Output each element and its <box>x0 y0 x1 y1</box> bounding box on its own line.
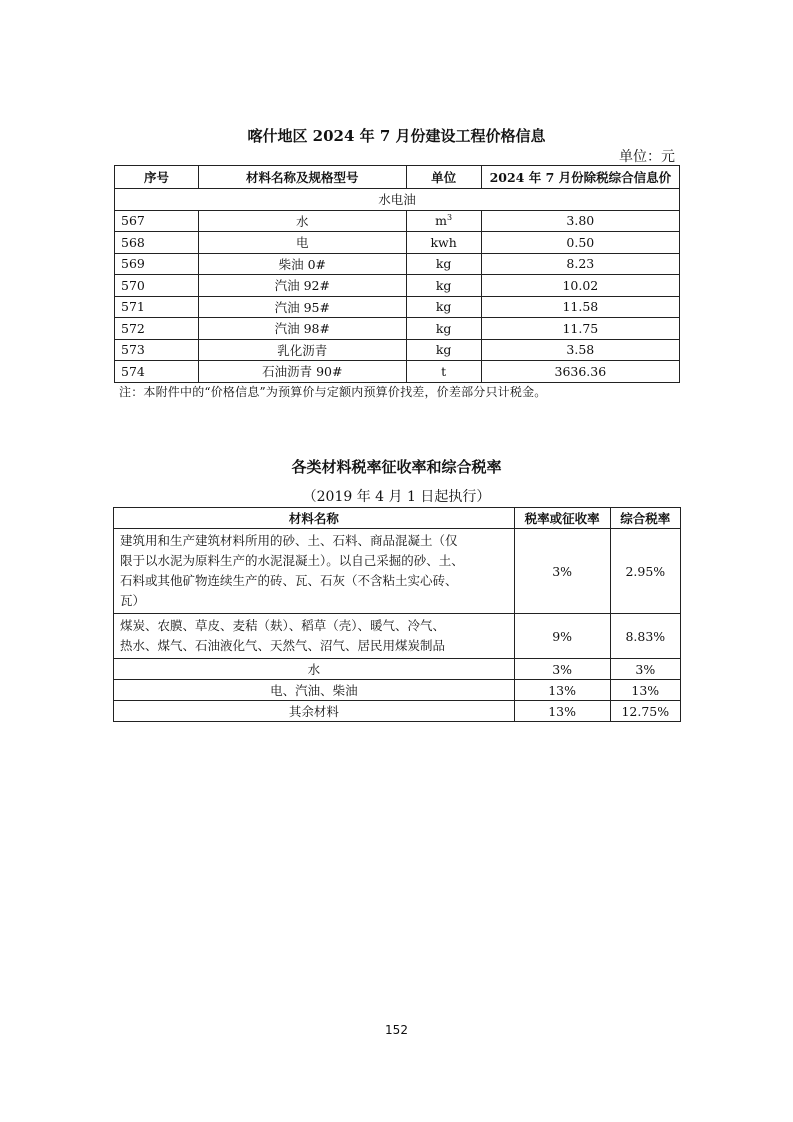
price-cell: 3.80 <box>481 210 679 232</box>
price-info-title: 喀什地区 2024 年 7 月份建设工程价格信息 <box>247 127 546 145</box>
material-name-cell: 水 <box>199 210 407 232</box>
price-note: 注：本附件中的“价格信息”为预算价与定额内预算价找差，价差部分只计税金。 <box>119 385 547 399</box>
category-row <box>115 189 680 211</box>
table-row <box>115 361 680 383</box>
header-serial-no: 序号 <box>115 166 199 189</box>
material-name-line: 水 <box>307 662 321 677</box>
header-price: 2024 年 7 月份除税综合信息价 <box>481 166 679 189</box>
serial-no-cell: 571 <box>115 296 199 318</box>
serial-no-cell: 569 <box>115 253 199 275</box>
unit-cell <box>406 296 481 318</box>
table-row <box>115 296 680 318</box>
material-name-line: 瓦） <box>120 593 146 608</box>
tax-rate-title: 各类材料税率征收率和综合税率 <box>291 458 502 476</box>
header-material-name: 材料名称及规格型号 <box>199 166 407 189</box>
material-name-cell <box>114 680 515 701</box>
header-tax-rate: 税率或征收率 <box>514 508 610 529</box>
material-name-line: 其余材料 <box>288 704 339 719</box>
composite-rate-cell: 2.95% <box>610 529 680 614</box>
unit-label: 单位：元 <box>619 149 675 165</box>
composite-rate-cell: 13% <box>610 680 680 701</box>
unit-cell <box>406 361 481 383</box>
composite-rate-cell: 3% <box>610 659 680 680</box>
price-cell: 3.58 <box>481 339 679 361</box>
unit-text: t <box>441 363 447 379</box>
category-label: 水电油 <box>115 189 680 211</box>
table-row <box>115 253 680 275</box>
unit-superscript: 3 <box>447 213 453 223</box>
tax-rate-subtitle: （2019 年 4 月 1 日起执行） <box>302 489 491 505</box>
price-cell: 0.50 <box>481 232 679 254</box>
header-unit: 单位 <box>406 166 481 189</box>
price-cell: 11.75 <box>481 318 679 340</box>
table-row <box>114 680 681 701</box>
unit-cell <box>406 253 481 275</box>
unit-cell <box>406 318 481 340</box>
material-name-line: 限于以水泥为原料生产的水泥混凝土）。以自己采掘的砂、土、 <box>120 553 464 568</box>
serial-no-cell: 574 <box>115 361 199 383</box>
material-name-cell: 电 <box>199 232 407 254</box>
header-material-name: 材料名称 <box>114 508 515 529</box>
price-cell: 3636.36 <box>481 361 679 383</box>
table-row <box>114 529 681 614</box>
serial-no-cell: 568 <box>115 232 199 254</box>
page-number: 152 <box>385 1023 408 1037</box>
table-row <box>114 614 681 659</box>
tax-rate-cell: 3% <box>514 659 610 680</box>
tax-rate-cell: 13% <box>514 701 610 722</box>
unit-text: kg <box>435 299 452 315</box>
material-name-cell <box>114 529 515 614</box>
material-name-cell <box>114 614 515 659</box>
unit-cell <box>406 339 481 361</box>
material-name-line: 煤炭、农膜、草皮、麦秸（麸）、稻草（壳）、暖气、冷气、 <box>120 618 446 633</box>
price-cell: 8.23 <box>481 253 679 275</box>
serial-no-cell: 570 <box>115 275 199 297</box>
price-info-table <box>114 165 680 383</box>
table-row <box>115 232 680 254</box>
material-name-cell: 石油沥青 90# <box>199 361 407 383</box>
tax-rate-cell: 13% <box>514 680 610 701</box>
table-row <box>115 339 680 361</box>
price-cell: 10.02 <box>481 275 679 297</box>
material-name-cell: 柴油 0# <box>199 253 407 275</box>
unit-text: kg <box>435 342 452 358</box>
unit-text: kg <box>435 320 452 336</box>
unit-text: m <box>435 213 448 229</box>
serial-no-cell: 567 <box>115 210 199 232</box>
unit-text: kwh <box>430 234 457 250</box>
material-name-cell: 汽油 92# <box>199 275 407 297</box>
tax-rate-table <box>113 507 681 722</box>
material-name-cell: 汽油 98# <box>199 318 407 340</box>
material-name-line: 热水、煤气、石油液化气、天然气、沼气、居民用煤炭制品 <box>120 638 446 653</box>
table-row <box>115 275 680 297</box>
composite-rate-cell: 12.75% <box>610 701 680 722</box>
table-row <box>115 318 680 340</box>
table-row <box>115 210 680 232</box>
material-name-cell <box>114 659 515 680</box>
unit-cell <box>406 275 481 297</box>
unit-cell <box>406 210 481 232</box>
material-name-cell: 乳化沥青 <box>199 339 407 361</box>
material-name-line: 石料或其他矿物连续生产的砖、瓦、石灰（不含粘土实心砖、 <box>120 573 458 588</box>
tax-table-header-row <box>114 508 681 529</box>
tax-rate-cell: 9% <box>514 614 610 659</box>
price-cell: 11.58 <box>481 296 679 318</box>
serial-no-cell: 572 <box>115 318 199 340</box>
material-name-cell <box>114 701 515 722</box>
composite-rate-cell: 8.83% <box>610 614 680 659</box>
price-table-header-row <box>115 166 680 189</box>
material-name-cell: 汽油 95# <box>199 296 407 318</box>
header-composite-rate: 综合税率 <box>610 508 680 529</box>
serial-no-cell: 573 <box>115 339 199 361</box>
material-name-line: 建筑用和生产建筑材料所用的砂、土、石料、商品混凝土（仅 <box>120 533 458 548</box>
tax-rate-cell: 3% <box>514 529 610 614</box>
table-row <box>114 701 681 722</box>
table-row <box>114 659 681 680</box>
unit-text: kg <box>435 277 452 293</box>
unit-cell <box>406 232 481 254</box>
unit-text: kg <box>435 256 452 272</box>
material-name-line: 电、汽油、柴油 <box>270 683 358 698</box>
